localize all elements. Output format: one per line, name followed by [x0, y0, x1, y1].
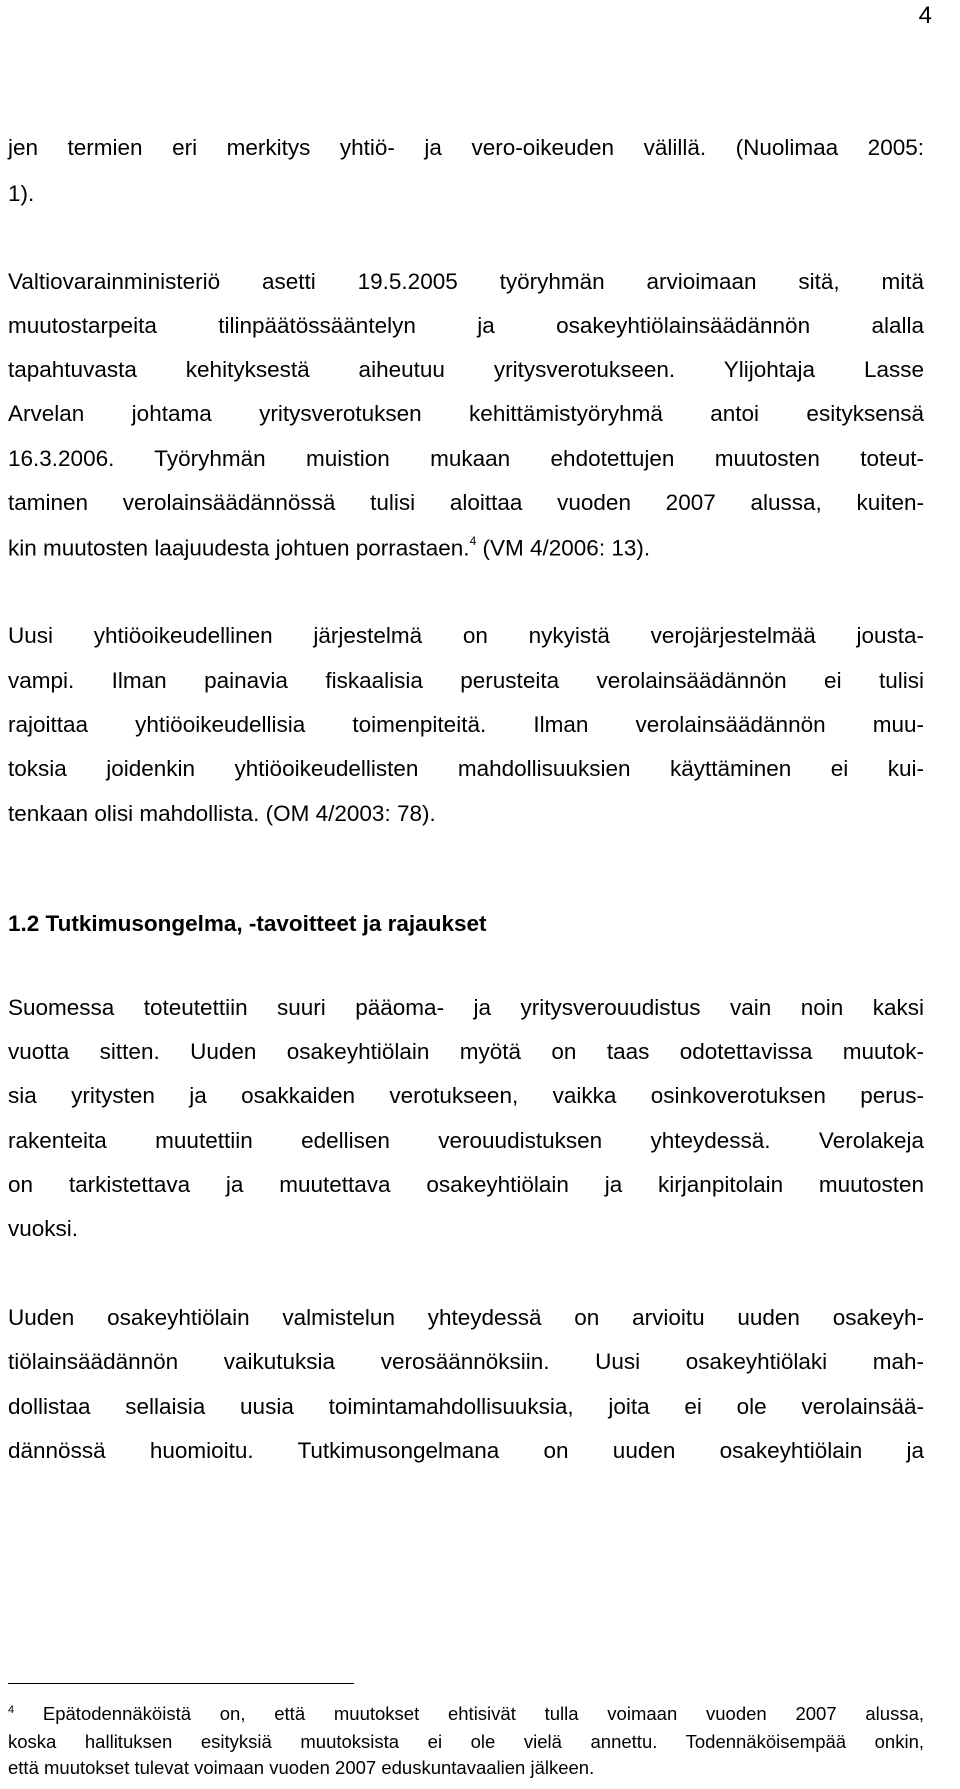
text-line: Uuden osakeyhtiölain valmistelun yhteydessä on arvioitu uuden osakeyh-: [8, 1305, 924, 1330]
text-line: tiölainsäädännön vaikutuksia verosäännöksiin. Uusi osakeyhtiölaki mah-: [8, 1349, 924, 1374]
footnote-reference[interactable]: 4: [469, 534, 477, 548]
text-run: kin muutosten laajuudesta johtuen porrastaen.: [8, 535, 470, 561]
footnote-line: että muutokset tulevat voimaan vuoden 2007 eduskuntavaalien jälkeen.: [8, 1757, 595, 1778]
section-heading: 1.2 Tutkimusongelma, -tavoitteet ja rajaukset: [8, 911, 487, 936]
text-line: jen termien eri merkitys yhtiö- ja vero-oikeuden välillä. (Nuolimaa 2005:: [8, 135, 924, 160]
text-line: Uusi yhtiöoikeudellinen järjestelmä on nykyistä verojärjestelmää jousta-: [8, 623, 924, 648]
text-line: vuotta sitten. Uuden osakeyhtiölain myötä on taas odotettavissa muutok-: [8, 1039, 924, 1064]
text-line: taminen verolainsäädännössä tulisi aloittaa vuoden 2007 alussa, kuiten-: [8, 490, 924, 515]
text-line: [8, 534, 651, 561]
text-line: vuoksi.: [8, 1216, 79, 1241]
text-line: dännössä huomioitu. Tutkimusongelmana on uuden osakeyhtiölain ja: [8, 1438, 924, 1463]
text-line: dollistaa sellaisia uusia toimintamahdollisuuksia, joita ei ole verolainsää-: [8, 1394, 924, 1419]
text-line: muutostarpeita tilinpäätössääntelyn ja osakeyhtiölainsäädännön alalla: [8, 313, 924, 338]
text-line: tapahtuvasta kehityksestä aiheutuu yritysverotukseen. Ylijohtaja Lasse: [8, 357, 924, 382]
footnote-line: [8, 1705, 924, 1724]
footnote-marker: 4: [8, 1704, 15, 1716]
text-line: tenkaan olisi mahdollista. (OM 4/2003: 78).: [8, 801, 436, 826]
text-run: Epätodennäköistä on, että muutokset ehtisivät tulla voimaan vuoden 2007 alussa,: [14, 1703, 924, 1725]
text-line: toksia joidenkin yhtiöoikeudellisten mahdollisuuksien käyttäminen ei kui-: [8, 756, 924, 781]
text-line: 16.3.2006. Työryhmän muistion mukaan ehdotettujen muutosten toteut-: [8, 446, 924, 471]
footnote-line: koska hallituksen esityksiä muutoksista ei ole vielä annettu. Todennäköisempää onkin,: [8, 1731, 924, 1752]
text-line: Arvelan johtama yritysverotuksen kehittämistyöryhmä antoi esityksensä: [8, 401, 924, 426]
text-line: on tarkistettava ja muutettava osakeyhtiölain ja kirjanpitolain muutosten: [8, 1172, 924, 1197]
text-line: sia yritysten ja osakkaiden verotukseen, vaikka osinkoverotuksen perus-: [8, 1083, 924, 1108]
text-line: rajoittaa yhtiöoikeudellisia toimenpiteitä. Ilman verolainsäädännön muu-: [8, 712, 924, 737]
text-line: vampi. Ilman painavia fiskaalisia perusteita verolainsäädännön ei tulisi: [8, 668, 924, 693]
text-line: Suomessa toteutettiin suuri pääoma- ja yritysverouudistus vain noin kaksi: [8, 995, 924, 1020]
text-run: (VM 4/2006: 13).: [476, 535, 651, 561]
text-line: Valtiovarainministeriö asetti 19.5.2005 työryhmän arvioimaan sitä, mitä: [8, 269, 924, 294]
text-line: 1).: [8, 181, 35, 206]
footnote-separator: [8, 1683, 354, 1684]
page-number: 4: [918, 2, 932, 29]
text-line: rakenteita muutettiin edellisen verouudistuksen yhteydessä. Verolakeja: [8, 1128, 924, 1153]
